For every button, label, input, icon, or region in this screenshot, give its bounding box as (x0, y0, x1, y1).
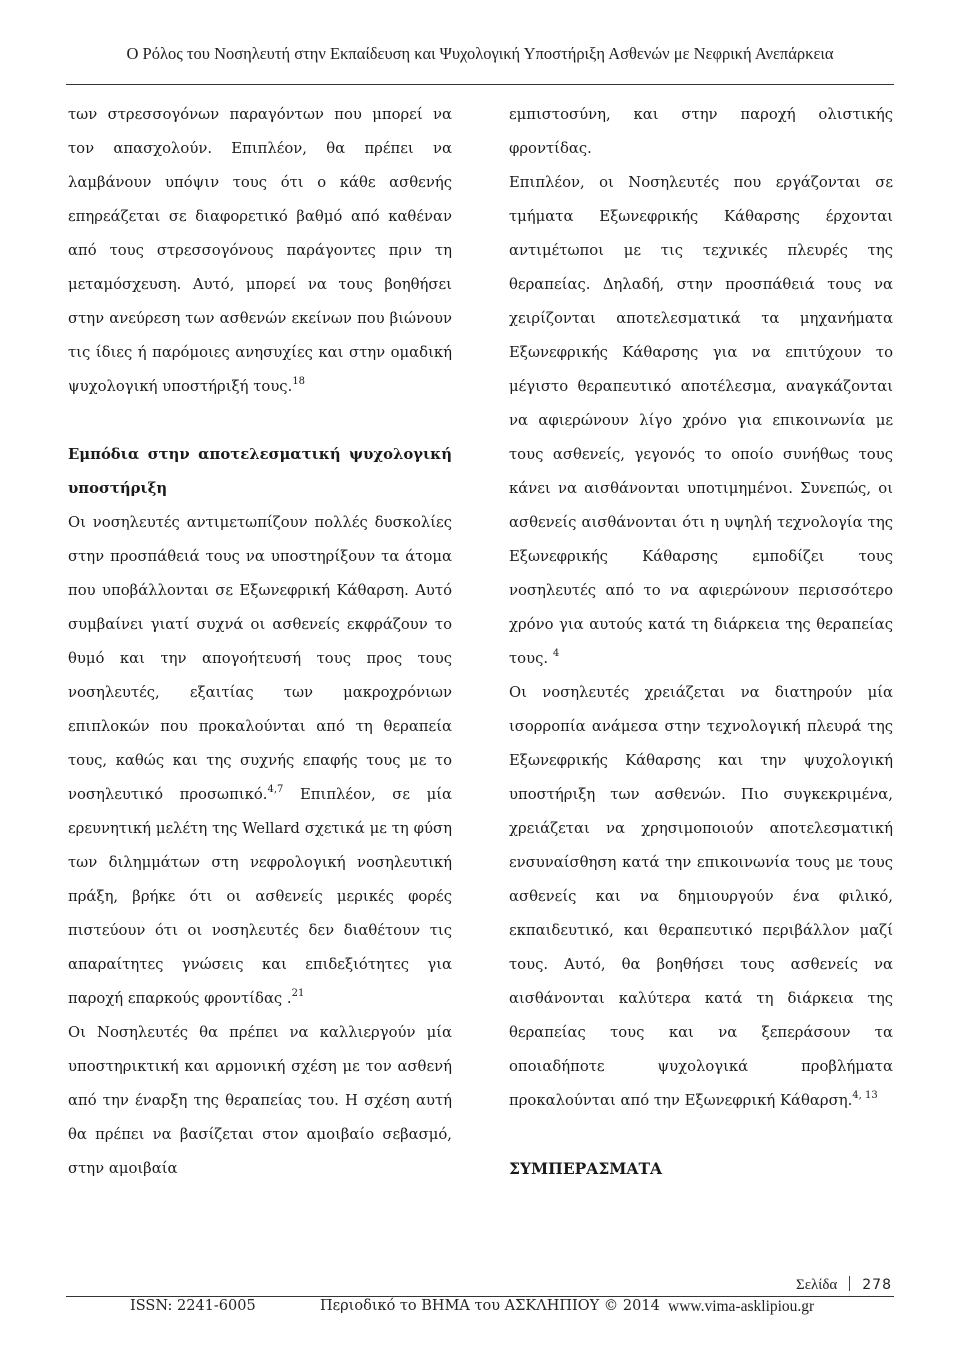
paragraph: εμπιστοσύνη, και στην παροχή ολιστικής φροντίδας. (509, 106, 893, 157)
citation: 18 (292, 376, 306, 387)
page-number-divider (849, 1276, 850, 1291)
running-header: Ο Ρόλος του Νοσηλευτή στην Εκπαίδευση και Ψυχολογική Υποστήριξη Ασθενών με Νεφρική Ανεπάρκεια (126, 44, 834, 63)
paragraph: Οι Νοσηλευτές θα πρέπει να καλλιεργούν μία υποστηρικτική και αρμονική σχέση με τον ασθενή από την έναρξη της θεραπείας του. Η σχέση αυτή θα πρέπει να βασίζεται στον αμοιβαίο σεβασμό, στην αμοιβαία (68, 1024, 452, 1177)
paragraph-text: Οι νοσηλευτές χρειάζεται να διατηρούν μία ισορροπία ανάμεσα στην τεχνολογική πλευρά της Εξωνεφρικής Κάθαρσης και την ψυχολογική υποστήριξη των ασθενών. Πιο συγκεκριμένα, χρειάζεται να χρησιμοποιούν αποτελεσματική ενσυναίσθηση κατά την επικοινωνία τους με τους ασθενείς και να δημιουργούν ένα φιλικό, εκπαιδευτικό, και θεραπευτικό περιβάλλον μαζί τους. Αυτό, θα βοηθήσει τους ασθενείς να αισθάνονται καλύτερα κατά τη διάρκεια της θεραπείας τους και να ξεπεράσουν τα οποιαδήποτε ψυχολογικά προβλήματα προκαλούνται από την Εξωνεφρική Κάθαρση. (509, 684, 893, 1109)
paragraph (68, 506, 452, 1016)
citation: 4 (552, 648, 560, 659)
section-heading: Εμπόδια στην αποτελεσματική ψυχολογική υποστήριξη (68, 446, 452, 497)
page-number-value: 278 (862, 1277, 892, 1293)
left-column (68, 98, 452, 1186)
right-column (509, 98, 893, 1186)
page-label: Σελίδα (796, 1277, 838, 1293)
paragraph-text: των στρεσσογόνων παραγόντων που μπορεί να τον απασχολούν. Επιπλέον, θα πρέπει να λαμβάνουν υπόψιν τους ότι ο κάθε ασθενής επηρεάζεται σε διαφορετικό βαθμό από καθέναν από τους στρεσσογόνους παράγοντες πριν τη μεταμόσχευση. Αυτό, μπορεί να τους βοηθήσει στην ανεύρεση των ασθενών εκείνων που βιώνουν τις ίδιες ή παρόμοιες ανησυχίες και στην ομαδική ψυχολογική υποστήριξή τους. (68, 106, 452, 395)
footer-url[interactable]: www.vima-asklipiou.gr (668, 1298, 815, 1315)
section-heading: ΣΥΜΠΕΡΑΣΜΑΤΑ (509, 1159, 663, 1178)
paragraph-text: Επιπλέον, οι Νοσηλευτές που εργάζονται σε τμήματα Εξωνεφρικής Κάθαρσης έρχονται αντιμέτωποι με τις τεχνικές πλευρές της θεραπείας. Δηλαδή, στην προσπάθειά τους να χειρίζονται αποτελεσματικά τα μηχανήματα Εξωνεφρικής Κάθαρσης για να επιτύχουν το μέγιστο θεραπευτικό αποτέλεσμα, αναγκάζονται να αφιερώνουν λίγο χρόνο για επικοινωνία με τους ασθενείς, γεγονός το οποίο συνήθως τους κάνει να αισθάνονται υποτιμημένοι. Συνεπώς, οι ασθενείς αισθάνονται ότι η υψηλή τεχνολογία της Εξωνεφρικής Κάθαρσης εμποδίζει τους νοσηλευτές από το να αφιερώνουν περισσότερο χρόνο για αυτούς κατά τη διάρκεια της θεραπείας τους. (509, 174, 893, 667)
footer-issn: ISSN: 2241-6005 (130, 1298, 256, 1314)
citation: 4,7 (267, 784, 284, 795)
paragraph-text: Οι νοσηλευτές αντιμετωπίζουν πολλές δυσκολίες στην προσπάθειά τους να υποστηρίξουν τα άτομα που υποβάλλονται σε Εξωνεφρική Κάθαρση. Αυτό συμβαίνει γιατί συχνά οι ασθενείς εκφράζουν το θυμό και την απογοήτευσή τους προς τους νοσηλευτές, εξαιτίας των μακροχρόνιων επιπλοκών που προκαλούνται από τη θεραπεία τους, καθώς και της συχνής επαφής τους με το νοσηλευτικό προσωπικό. (68, 514, 452, 803)
footer-divider (66, 1296, 894, 1297)
paragraph-text: Επιπλέον, σε μία ερευνητική μελέτη της Wellard σχετικά με τη φύση των διλημμάτων στη νεφρολογική νοσηλευτική πράξη, βρήκε ότι οι ασθενείς μερικές φορές πιστεύουν ότι οι νοσηλευτές δεν διαθέτουν τις απαραίτητες γνώσεις και επιδεξιότητες για παροχή επαρκούς φροντίδας . (68, 786, 452, 1007)
header-divider (66, 84, 894, 85)
citation: 4, 13 (852, 1090, 878, 1101)
paragraph (509, 166, 893, 676)
footer-journal: Περιοδικό το ΒΗΜΑ του ΑΣΚΛΗΠΙΟΥ © 2014 (320, 1298, 660, 1314)
paragraph (68, 98, 452, 404)
page-number (796, 1276, 892, 1294)
citation: 21 (291, 988, 305, 999)
paragraph (509, 676, 893, 1118)
